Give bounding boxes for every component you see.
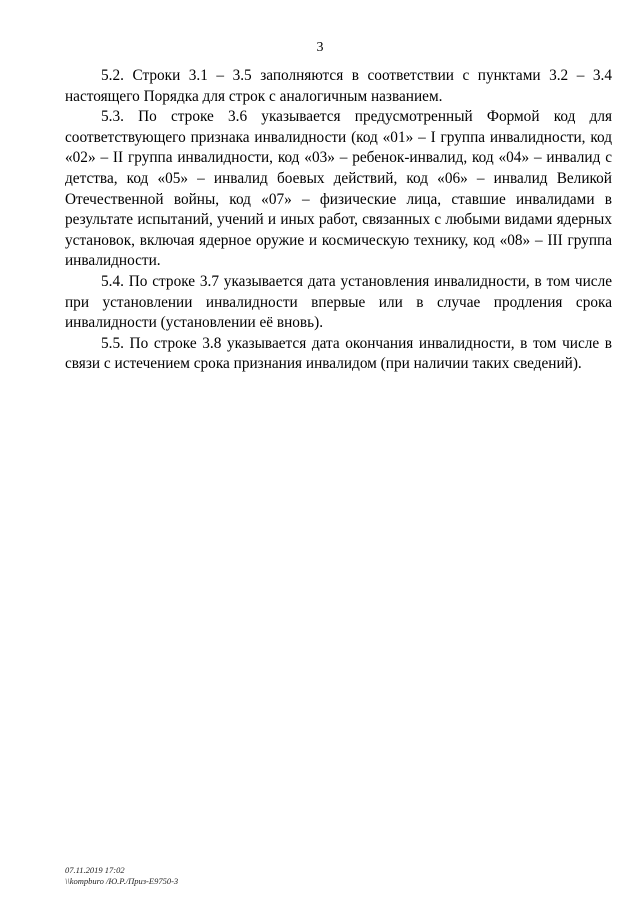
paragraph-5-3: 5.3. По строке 3.6 указывается предусмотренный Формой код для соответствующего признака инвалидности (код «01» – I группа инвалидности, код «02» – II группа инвалидности, код «03» – ребенок-инвалид, код «04» – инвалид с детства, код «05» – инвалид боевых действий, код «06» – инвалид Великой Отечественной войны, код «07» – физические лица, ставшие инвалидами в результате испытаний, учений и иных работ, связанных с любыми видами ядерных установок, включая ядерное оружие и космическую технику, код «08» – III группа инвалидности. (65, 108, 612, 270)
page-number: 3 (316, 40, 324, 55)
footer-timestamp: 07.11.2019 17:02 (65, 865, 125, 875)
paragraph-5-4: 5.4. По строке 3.7 указывается дата установления инвалидности, в том числе при установлении инвалидности впервые или в случае продления срока инвалидности (установлении её вновь). (65, 272, 612, 332)
document-body (65, 66, 612, 375)
paragraph-5-5: 5.5. По строке 3.8 указывается дата окончания инвалидности, в том числе в связи с истечением срока признания инвалидом (при наличии таких сведений). (65, 334, 612, 373)
footer-file-path: \\kompburo /Ю.Р./Приз-Е9750-3 (65, 876, 179, 886)
document-footer (65, 865, 178, 887)
paragraph-5-2: 5.2. Строки 3.1 – 3.5 заполняются в соответствии с пунктами 3.2 – 3.4 настоящего Порядка для строк с аналогичным названием. (65, 67, 612, 105)
